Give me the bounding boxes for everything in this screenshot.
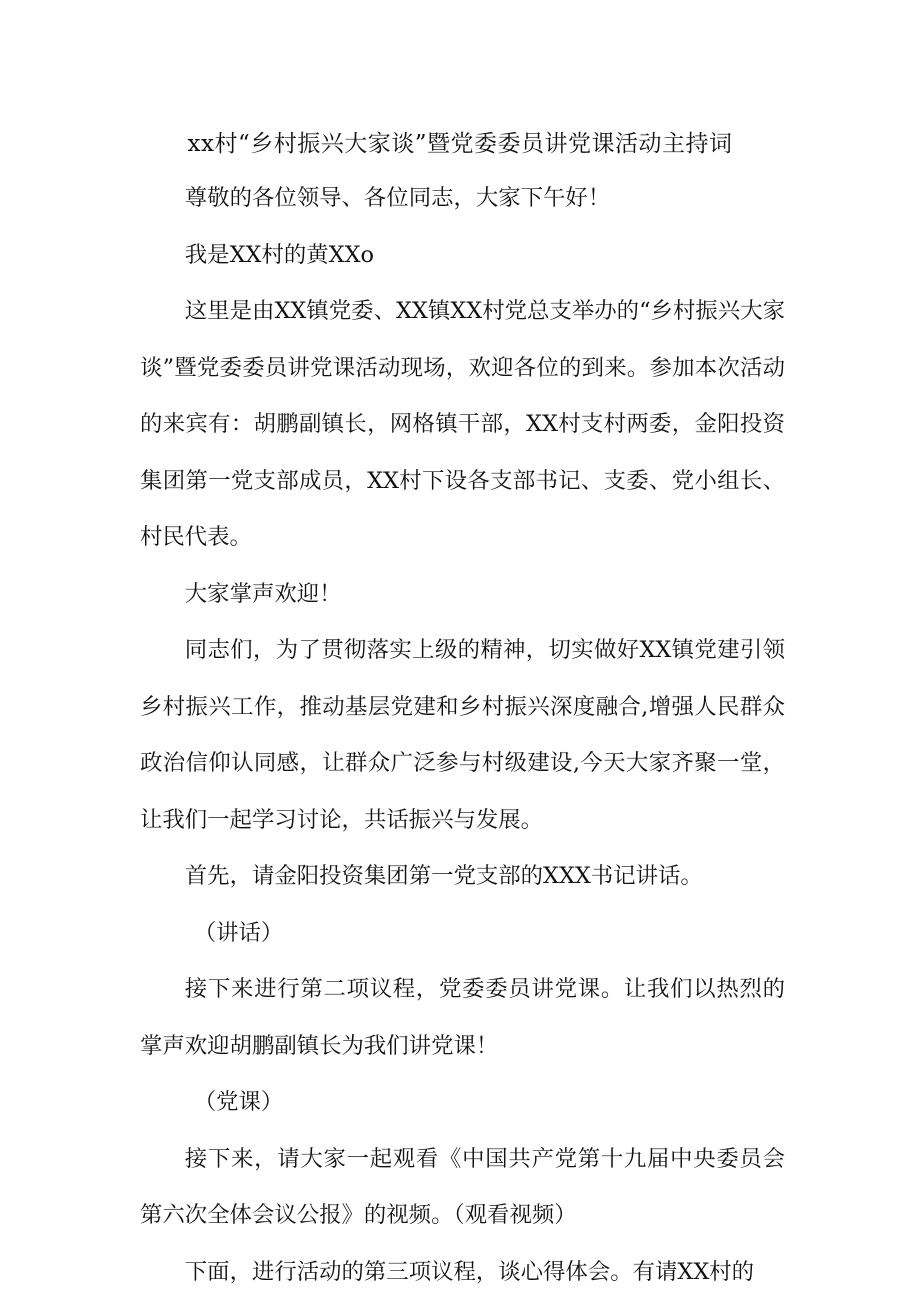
- paragraph-applause: 大家掌声欢迎！: [184, 580, 342, 607]
- paragraph-lecture-note: （党课）: [193, 1089, 284, 1115]
- document-title: xx村“乡村振兴大家谈”暨党委委员讲党课活动主持词: [187, 131, 733, 157]
- paragraph-purpose: 同志们，为了贯彻落实上级的精神，切实做好XX镇党建引领乡村振兴工作，推动基层党建和乡村振兴深度融合,增强人民群众政治信仰认同感，让群众广泛参与村级建设,今天大家齐聚一堂，让我们一起学习讨论，共话振兴与发展。: [140, 637, 785, 833]
- document-body: [140, 170, 785, 1300]
- paragraph-greeting: 尊敬的各位领导、各位同志，大家下午好！: [184, 185, 611, 211]
- paragraph-speech-note: （讲话）: [193, 919, 284, 946]
- paragraph-video: 接下来，请大家一起观看《中国共产党第十九届中央委员会第六次全体会议公报》的视频。（观看视频）: [140, 1145, 785, 1228]
- paragraph-self-intro: 我是XX村的黄XXo: [184, 241, 374, 268]
- paragraph-first-speech: 首先，请金阳投资集团第一党支部的XXX书记讲话。: [184, 863, 703, 889]
- paragraph-event-intro: 这里是由XX镇党委、XX镇XX村党总支举办的“乡村振兴大家谈”暨党委委员讲党课活动现场，欢迎各位的到来。参加本次活动的来宾有：胡鹏副镇长，网格镇干部，XX村支村两委，金阳投资集团第一党支部成员，XX村下设各支部书记、支委、党小组长、村民代表。: [140, 298, 785, 550]
- paragraph-third-agenda: 下面，进行活动的第三项议程，谈心得体会。有请XX村的: [184, 1258, 755, 1285]
- paragraph-second-agenda: 接下来进行第二项议程，党委委员讲党课。让我们以热烈的掌声欢迎胡鹏副镇长为我们讲党课！: [140, 976, 785, 1059]
